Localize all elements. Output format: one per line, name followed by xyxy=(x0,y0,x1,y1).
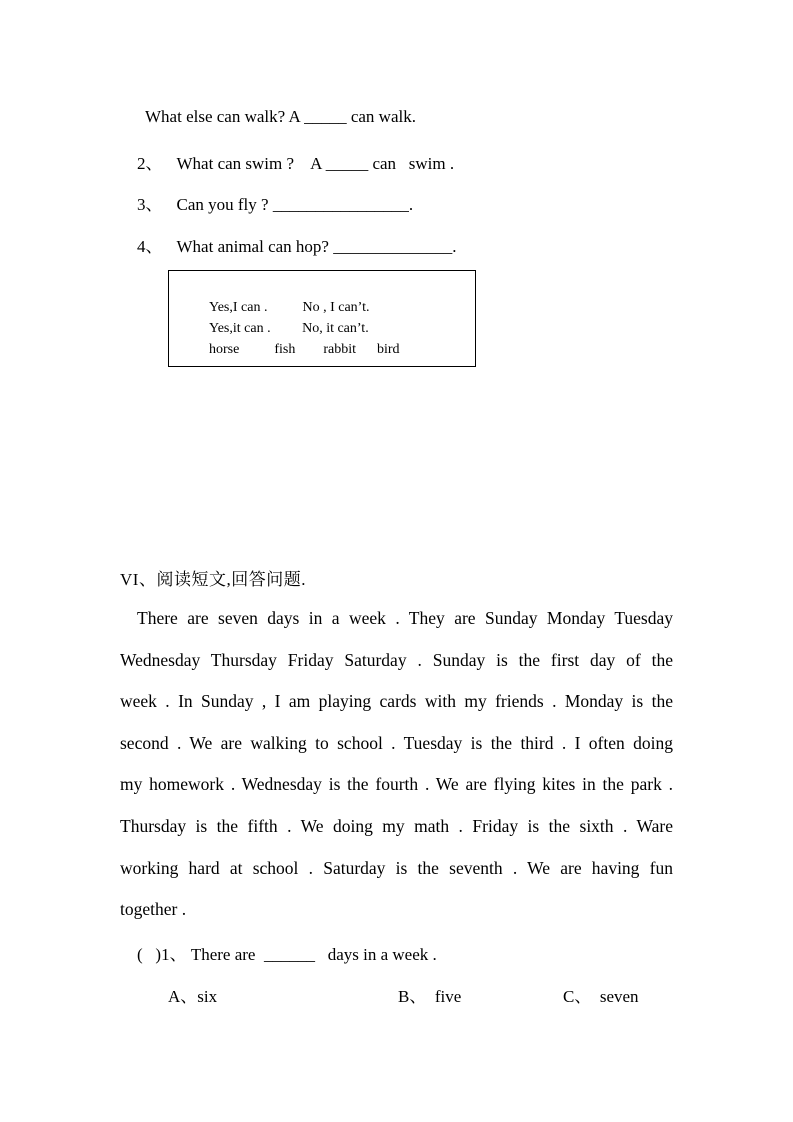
question-2 xyxy=(137,149,454,174)
question-3 xyxy=(137,190,413,215)
section-vi-heading: VI、阅读短文,回答问题. xyxy=(120,570,306,589)
passage-line: There are seven days in a week . They are Sunday Monday Tuesday xyxy=(137,608,673,628)
option-b: B、 five xyxy=(398,987,462,1006)
passage-line: Thursday is the fifth . We doing my math . Friday is the sixth . Ware xyxy=(120,815,673,836)
answer-box-line: Yes,I can . No , I can’t. xyxy=(209,300,370,315)
answer-box-line: Yes,it can . No, it can’t. xyxy=(209,321,369,336)
passage-line: together . xyxy=(120,899,187,920)
question-text: What animal can hop? ______________. xyxy=(176,237,457,256)
comprehension-question-1: ( )1、 There are ______ days in a week . xyxy=(137,945,437,964)
question-text: What can swim ? A _____ can swim . xyxy=(176,154,455,173)
passage-line: week . In Sunday , I am playing cards with my friends . Monday is the xyxy=(120,691,673,712)
passage-line: Wednesday Thursday Friday Saturday . Sunday is the first day of the xyxy=(120,649,673,670)
reading-passage xyxy=(120,598,673,931)
question-number: 2、 xyxy=(137,154,163,173)
passage-line: second . We are walking to school . Tuesday is the third . I often doing xyxy=(120,732,673,753)
option-c: C、 seven xyxy=(563,987,639,1006)
comprehension-question-1-options xyxy=(168,982,639,1007)
question-number: 4、 xyxy=(137,237,163,256)
question-4 xyxy=(137,232,456,257)
passage-line: my homework . Wednesday is the fourth . We are flying kites in the park . xyxy=(120,774,673,795)
option-a: A、six xyxy=(168,987,218,1006)
question-1-continuation: What else can walk? A _____ can walk. xyxy=(145,107,416,126)
answer-word-bank-box xyxy=(168,270,476,367)
passage-line: working hard at school . Saturday is the seventh . We are having fun xyxy=(120,857,673,878)
question-text: Can you fly ? ________________. xyxy=(176,195,414,214)
question-number: 3、 xyxy=(137,195,163,214)
answer-box-line: horse fish rabbit bird xyxy=(209,342,400,357)
